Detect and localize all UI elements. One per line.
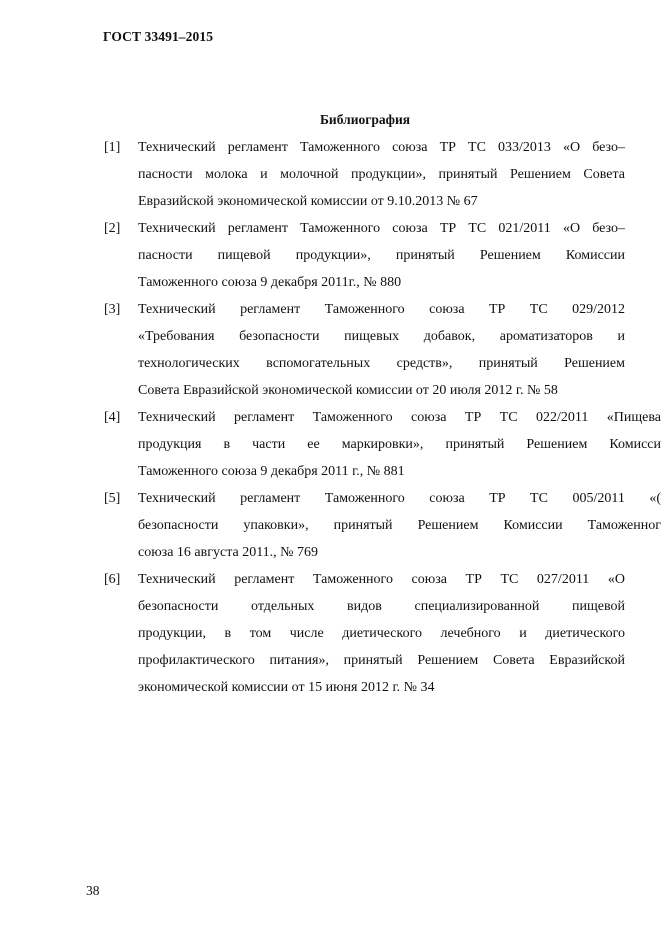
entry-number: [3] [104, 302, 121, 317]
entry-text-line: безопасности упаковки», принятый Решением Комиссии Таможенног [138, 518, 661, 533]
entry-number: [5] [104, 491, 121, 506]
entry-number: [1] [104, 140, 121, 155]
entry-number: [6] [104, 572, 121, 587]
entry-text-line: Технический регламент Таможенного союза ТР ТС 033/2013 «О безо– [138, 140, 625, 155]
entry-number: [4] [104, 410, 121, 425]
entry-text-line: Технический регламент Таможенного союза ТР ТС 027/2011 «О [138, 572, 625, 587]
entry-text-line: пасности пищевой продукции», принятый Решением Комиссии [138, 248, 625, 263]
entry-text-line: Технический регламент Таможенного союза ТР ТС 022/2011 «Пищева [138, 410, 661, 425]
entry-text-line: союза 16 августа 2011., № 769 [138, 545, 319, 560]
document-code: ГОСТ 33491–2015 [103, 29, 214, 44]
entry-text-line: Евразийской экономической комиссии от 9.10.2013 № 67 [138, 194, 478, 209]
entry-number: [2] [104, 221, 121, 236]
entry-text-line: Таможенного союза 9 декабря 2011 г., № 881 [138, 464, 405, 479]
entry-text-line: Таможенного союза 9 декабря 2011г., № 880 [138, 275, 402, 290]
entry-text-line: продукции, в том числе диетического лечебного и диетического [138, 626, 625, 641]
entry-text-line: продукция в части ее маркировки», принятый Решением Комисси [138, 437, 661, 452]
entry-text-line: технологических вспомогательных средств», принятый Решением [138, 356, 625, 371]
entry-text-line: профилактического питания», принятый Решением Совета Евразийской [138, 653, 625, 668]
entry-text-line: пасности молока и молочной продукции», принятый Решением Совета [138, 167, 625, 182]
entry-text-line: экономической комиссии от 15 июня 2012 г. № 34 [138, 680, 435, 695]
entry-text-line: «Требования безопасности пищевых добавок, ароматизаторов и [138, 329, 625, 344]
section-title: Библиография [320, 112, 411, 127]
entry-text-line: Технический регламент Таможенного союза ТР ТС 021/2011 «О безо– [138, 221, 625, 236]
entry-text-line: безопасности отдельных видов специализированной пищевой [138, 599, 625, 614]
entry-text-line: Совета Евразийской экономической комиссии от 20 июля 2012 г. № 58 [138, 383, 558, 398]
entry-text-line: Технический регламент Таможенного союза ТР ТС 029/2012 [138, 302, 625, 317]
page-number: 38 [86, 883, 100, 898]
entry-text-line: Технический регламент Таможенного союза ТР ТС 005/2011 «( [138, 491, 661, 506]
